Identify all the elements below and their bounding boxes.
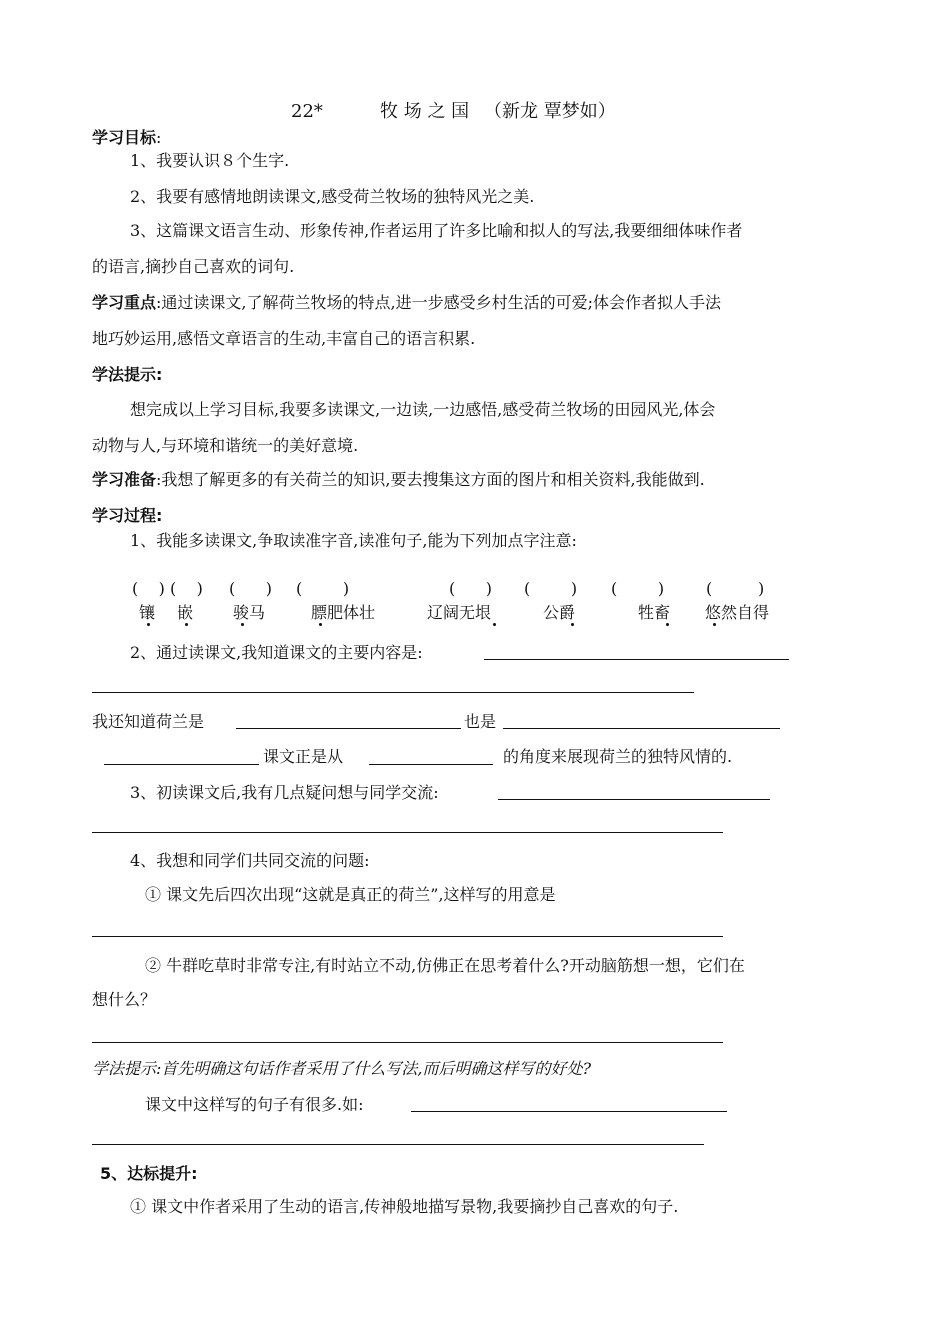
method-tips-line1: 想完成以上学习目标,我要多读课文,一边读,一边感悟,感受荷兰牧场的田园风光,体会 [130,400,716,419]
word-item: 镶 [139,603,156,622]
word-item: 辽阔无垠 [427,603,492,622]
emphasis-dot [319,623,322,626]
key-points-line1 [92,292,721,314]
goal-item-3-cont: 的语言,摘抄自己喜欢的词句. [92,257,295,276]
answer-line[interactable] [104,764,259,765]
emphasis-dot [493,623,496,626]
emphasis-dot [241,623,244,626]
preparation-text: :我想了解更多的有关荷兰的知识,要去搜集这方面的图片和相关资料,我能做到. [156,470,705,489]
question-2c-right: 的角度来展现荷兰的独特风情的. [503,747,733,766]
goal-item-1: 1、我要认识８个生字. [130,151,290,170]
method-tips-heading: 学法提示: [92,365,163,384]
word-item: 膘肥体壮 [311,603,376,622]
word-item: 骏马 [233,603,266,622]
answer-line[interactable] [92,832,723,833]
word-item: 悠然自得 [705,603,770,622]
pinyin-blank[interactable]: ( ) [296,579,350,598]
answer-line[interactable] [503,728,780,729]
emphasis-dot [571,623,574,626]
page-title: 牧 场 之 国 [380,101,470,122]
answer-line[interactable] [369,764,493,765]
preparation-heading: 学习准备 [92,470,157,489]
examples-prompt: 课文中这样写的句子有很多.如: [145,1095,364,1114]
goal-item-2: 2、我要有感情地朗读课文,感受荷兰牧场的独特风光之美. [130,187,535,206]
goals-colon: : [156,128,162,147]
answer-line[interactable] [484,659,789,660]
question-4-2-cont: 想什么？ [92,990,157,1009]
answer-line[interactable] [92,1042,723,1043]
question-2: 2、通过读课文,我知道课文的主要内容是: [130,643,423,662]
answer-line[interactable] [236,728,461,729]
question-3: 3、初读课文后,我有几点疑问想与同学交流: [130,783,439,802]
process-heading: 学习过程: [92,506,163,525]
title-author: （新龙 覃梦如） [484,101,616,122]
emphasis-dot [713,623,716,626]
pinyin-blank[interactable]: ( ) [170,579,203,598]
pinyin-blank[interactable]: ( ) [524,579,578,598]
word-item: 公爵 [543,603,576,622]
pinyin-blank[interactable]: ( ) [229,579,272,598]
question-2b-mid: 也是 [464,712,497,731]
pinyin-blank[interactable]: ( ) [449,579,492,598]
pinyin-blank[interactable]: ( ) [132,579,165,598]
pinyin-blank[interactable]: ( ) [706,579,765,598]
goals-heading: 学习目标 [92,128,157,147]
question-5-1: ① 课文中作者采用了生动的语言,传神般地描写景物,我要摘抄自己喜欢的句子. [130,1197,679,1216]
emphasis-dot [666,623,669,626]
question-5-heading: 5、达标提升: [100,1164,198,1183]
goal-item-3: 3、这篇课文语言生动、形象传神,作者运用了许多比喻和拟人的写法,我要细细体味作者 [130,221,743,240]
answer-line[interactable] [498,799,770,800]
pinyin-blank[interactable]: ( ) [611,579,665,598]
key-points-text: :通过读课文,了解荷兰牧场的特点,进一步感受乡村生活的可爱;体会作者拟人手法 [156,293,721,312]
emphasis-dot [147,623,150,626]
question-4-1: ① 课文先后四次出现“这就是真正的荷兰”,这样写的用意是 [145,885,556,904]
key-points-heading: 学习重点 [92,293,157,312]
key-points-line2: 地巧妙运用,感悟文章语言的生动,丰富自己的语言积累. [92,329,476,348]
method-tip-note: 学法提示:首先明确这句话作者采用了什么写法,而后明确这样写的好处? [92,1059,592,1078]
question-4-2: ② 牛群吃草时非常专注,有时站立不动,仿佛正在思考着什么?开动脑筋想一想，它们在 [145,956,745,975]
method-tips-line2: 动物与人,与环境和谐统一的美好意境. [92,436,359,455]
answer-line[interactable] [92,1144,704,1145]
question-2c-mid: 课文正是从 [263,747,344,766]
goals-section [92,127,161,149]
answer-line[interactable] [92,936,723,937]
question-1: 1、我能多读课文,争取读准字音,读准句子,能为下列加点字注意: [130,531,577,550]
answer-line[interactable] [411,1111,727,1112]
question-2b-label: 我还知道荷兰是 [92,712,205,731]
answer-line[interactable] [92,692,694,693]
word-item: 嵌 [177,603,194,622]
emphasis-dot [185,623,188,626]
title-number: 22* [291,101,323,122]
question-4: 4、我想和同学们共同交流的问题: [130,851,370,870]
word-item: 牲畜 [638,603,671,622]
preparation-line [92,469,705,491]
